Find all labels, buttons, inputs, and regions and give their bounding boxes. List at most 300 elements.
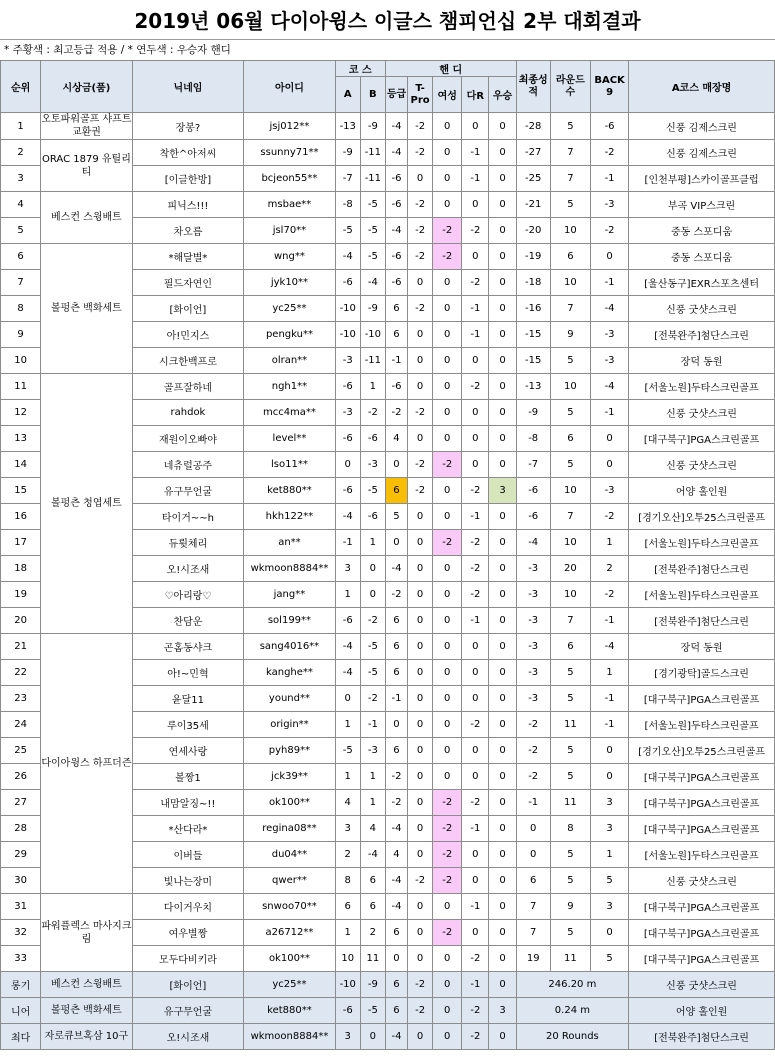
rank-cell: 10 [1,348,41,374]
dar-cell: 0 [462,634,489,660]
dar-cell: -2 [462,478,489,504]
final-cell: -3 [516,660,550,686]
final-cell: -16 [516,296,550,322]
win-cell: 0 [489,842,516,868]
tpro-cell: 0 [408,738,433,764]
course-b-cell: -6 [360,504,385,530]
female-cell: -2 [433,816,462,842]
nickname-cell: 차오름 [132,218,244,244]
dar-cell: -2 [462,582,489,608]
win-cell: 0 [489,400,516,426]
back9-cell: -2 [590,218,628,244]
rank-cell: 22 [1,660,41,686]
store-cell: 장덕 동원 [629,348,775,374]
tpro-cell: -2 [408,296,433,322]
dar-cell: 0 [462,452,489,478]
course-a-cell: -5 [335,738,360,764]
id-cell: lso11** [244,452,335,478]
grade-cell: 0 [385,452,407,478]
course-a-cell: -7 [335,166,360,192]
course-b-cell: 4 [360,816,385,842]
female-cell: -2 [433,920,462,946]
header-back9: BACK 9 [590,61,628,113]
female-cell: -2 [433,452,462,478]
store-cell: [서울노원]두타스크린골프 [629,530,775,556]
id-cell: an** [244,530,335,556]
tpro-cell: 0 [408,712,433,738]
header-nickname: 닉네임 [132,61,244,113]
female-cell: 0 [433,894,462,920]
course-b-cell: -2 [360,400,385,426]
header-dar: 다R [462,77,489,113]
win-cell: 0 [489,244,516,270]
rounds-cell: 5 [550,842,590,868]
grade-cell: -4 [385,868,407,894]
dar-cell: 0 [462,348,489,374]
header-final: 최종성적 [516,61,550,113]
id-cell: mcc4ma** [244,400,335,426]
back9-cell: -3 [590,478,628,504]
rounds-cell: 10 [550,478,590,504]
id-cell: bcjeon55** [244,166,335,192]
nickname-cell: 시크한백프로 [132,348,244,374]
female-cell: -2 [433,868,462,894]
female-cell: 0 [433,478,462,504]
header-course-b: B [360,77,385,113]
course-b-cell: -1 [360,712,385,738]
course-a-cell: -8 [335,192,360,218]
store-cell: [경기광탁]골드스크린 [629,660,775,686]
tpro-cell: 0 [408,790,433,816]
grade-cell: 0 [385,712,407,738]
tpro-cell: 0 [408,894,433,920]
id-cell: qwer** [244,868,335,894]
final-cell: -15 [516,322,550,348]
course-b-cell: -9 [360,972,385,998]
id-cell: origin** [244,712,335,738]
course-b-cell: -2 [360,608,385,634]
win-cell: 0 [489,530,516,556]
award-prize-cell: 볼펑츤 백화세트 [41,998,132,1024]
course-a-cell: -6 [335,478,360,504]
id-cell: ok100** [244,946,335,972]
header-id: 아이디 [244,61,335,113]
win-cell: 3 [489,998,516,1024]
id-cell: yc25** [244,972,335,998]
tpro-cell: 0 [408,660,433,686]
rank-cell: 20 [1,608,41,634]
final-cell: 7 [516,894,550,920]
back9-cell: -4 [590,634,628,660]
female-cell: 0 [433,322,462,348]
win-cell: 0 [489,296,516,322]
rank-cell: 24 [1,712,41,738]
nickname-cell: 듀륏체리 [132,530,244,556]
back9-cell: 2 [590,556,628,582]
rank-cell: 13 [1,426,41,452]
tpro-cell: -2 [408,192,433,218]
rounds-cell: 6 [550,634,590,660]
female-cell: 0 [433,764,462,790]
final-cell: 0 [516,842,550,868]
course-b-cell: -4 [360,270,385,296]
back9-cell: -4 [590,296,628,322]
store-cell: [대구북구]PGA스크린골프 [629,790,775,816]
tpro-cell: 0 [408,816,433,842]
tpro-cell: 0 [408,764,433,790]
back9-cell: -1 [590,686,628,712]
back9-cell: -3 [590,348,628,374]
grade-cell: -4 [385,816,407,842]
tpro-cell: -2 [408,998,433,1024]
rounds-cell: 6 [550,244,590,270]
tpro-cell: 0 [408,842,433,868]
nickname-cell: *해달별* [132,244,244,270]
course-a-cell: -3 [335,400,360,426]
course-a-cell: -13 [335,113,360,140]
rank-cell: 7 [1,270,41,296]
results-table [0,60,775,1050]
prize-cell: 파워플렉스 마사지크림 [41,894,132,972]
win-cell: 0 [489,374,516,400]
final-cell: -4 [516,530,550,556]
dar-cell: 0 [462,400,489,426]
dar-cell: 0 [462,764,489,790]
nickname-cell: 곤홈동샤크 [132,634,244,660]
rounds-cell: 7 [550,504,590,530]
dar-cell: -1 [462,322,489,348]
tpro-cell: 0 [408,166,433,192]
store-cell: 어양 홀인원 [629,998,775,1024]
rank-cell: 1 [1,113,41,140]
id-cell: olran** [244,348,335,374]
store-cell: [대구북구]PGA스크린골프 [629,426,775,452]
store-cell: [대구북구]PGA스크린골프 [629,686,775,712]
back9-cell: -3 [590,192,628,218]
nickname-cell: [화이언] [132,296,244,322]
course-a-cell: -6 [335,998,360,1024]
rank-cell: 23 [1,686,41,712]
course-b-cell: -11 [360,140,385,166]
grade-cell: -2 [385,400,407,426]
course-a-cell: -6 [335,270,360,296]
grade-cell: -6 [385,244,407,270]
course-b-cell: -6 [360,426,385,452]
id-cell: sang4016** [244,634,335,660]
back9-cell: -2 [590,582,628,608]
id-cell: sol199** [244,608,335,634]
final-cell: 0 [516,816,550,842]
rounds-cell: 7 [550,296,590,322]
tpro-cell: 0 [408,504,433,530]
course-b-cell: -5 [360,660,385,686]
final-cell: -28 [516,113,550,140]
store-cell: [대구북구]PGA스크린골프 [629,920,775,946]
course-b-cell: 1 [360,530,385,556]
win-cell: 0 [489,738,516,764]
nickname-cell: 루이35세 [132,712,244,738]
id-cell: ok100** [244,790,335,816]
prize-cell: 다이아윙스 하프더즌 [41,634,132,894]
win-cell: 3 [489,478,516,504]
course-b-cell: -11 [360,348,385,374]
win-cell: 0 [489,504,516,530]
course-a-cell: -4 [335,244,360,270]
final-cell: -2 [516,764,550,790]
grade-cell: -6 [385,166,407,192]
win-cell: 0 [489,790,516,816]
final-cell: -27 [516,140,550,166]
header-course-a: A [335,77,360,113]
tpro-cell: 0 [408,920,433,946]
back9-cell: 0 [590,426,628,452]
final-cell: -3 [516,634,550,660]
table-row [1,113,775,140]
store-cell: [서울노원]두타스크린골프 [629,842,775,868]
course-b-cell: 11 [360,946,385,972]
id-cell: snwoo70** [244,894,335,920]
win-cell: 0 [489,608,516,634]
win-cell: 0 [489,582,516,608]
female-cell: 0 [433,348,462,374]
course-b-cell: -5 [360,478,385,504]
grade-cell: 5 [385,504,407,530]
win-cell: 0 [489,166,516,192]
win-cell: 0 [489,426,516,452]
win-cell: 0 [489,634,516,660]
nickname-cell: rahdok [132,400,244,426]
rank-cell: 26 [1,764,41,790]
course-a-cell: 3 [335,1024,360,1050]
female-cell: 0 [433,296,462,322]
store-cell: [서울노원]두타스크린골프 [629,374,775,400]
course-a-cell: -3 [335,348,360,374]
legend-note: * 주황색 : 최고등급 적용 / * 연두색 : 우승자 핸디 [4,44,231,56]
course-b-cell: -2 [360,686,385,712]
win-cell: 0 [489,686,516,712]
id-cell: hkh122** [244,504,335,530]
course-a-cell: 0 [335,452,360,478]
final-cell: -7 [516,452,550,478]
back9-cell: 0 [590,452,628,478]
store-cell: [경기오산]오투25스크린골프 [629,738,775,764]
store-cell: 신풍 김제스크린 [629,113,775,140]
nickname-cell: 이버들 [132,842,244,868]
win-cell: 0 [489,972,516,998]
final-cell: -2 [516,738,550,764]
course-a-cell: -6 [335,426,360,452]
female-cell: 0 [433,712,462,738]
win-cell: 0 [489,1024,516,1050]
nickname-cell: 필드자연인 [132,270,244,296]
course-a-cell: -10 [335,322,360,348]
back9-cell: 1 [590,842,628,868]
grade-cell: 6 [385,608,407,634]
rounds-cell: 9 [550,322,590,348]
rank-cell: 14 [1,452,41,478]
course-a-cell: 2 [335,842,360,868]
dar-cell: 0 [462,868,489,894]
dar-cell: -1 [462,972,489,998]
course-a-cell: -4 [335,634,360,660]
rank-cell: 12 [1,400,41,426]
header-course: 코 스 [335,61,385,77]
grade-cell: 6 [385,296,407,322]
dar-cell: -2 [462,946,489,972]
win-cell: 0 [489,348,516,374]
dar-cell: -2 [462,1024,489,1050]
course-a-cell: -6 [335,608,360,634]
female-cell: 0 [433,998,462,1024]
table-row [1,244,775,270]
tpro-cell: -2 [408,113,433,140]
id-cell: wkmoon8884** [244,1024,335,1050]
course-a-cell: 4 [335,790,360,816]
dar-cell: 0 [462,192,489,218]
rounds-cell: 5 [550,113,590,140]
final-cell: -9 [516,400,550,426]
table-row [1,374,775,400]
dar-cell: -1 [462,140,489,166]
course-b-cell: -3 [360,452,385,478]
female-cell: 0 [433,608,462,634]
female-cell: -2 [433,842,462,868]
final-cell: -6 [516,478,550,504]
rounds-cell: 10 [550,218,590,244]
win-cell: 0 [489,868,516,894]
grade-cell: 6 [385,478,407,504]
id-cell: a26712** [244,920,335,946]
store-cell: [경기오산]오투25스크린골프 [629,504,775,530]
female-cell: 0 [433,140,462,166]
id-cell: pengku** [244,322,335,348]
female-cell: 0 [433,504,462,530]
grade-cell: 6 [385,660,407,686]
nickname-cell: *산다라* [132,816,244,842]
back9-cell: 1 [590,530,628,556]
rounds-cell: 8 [550,816,590,842]
dar-cell: -2 [462,790,489,816]
final-cell: -2 [516,712,550,738]
store-cell: 신풍 굿샷스크린 [629,296,775,322]
id-cell: yc25** [244,296,335,322]
course-b-cell: -9 [360,113,385,140]
rank-cell: 9 [1,322,41,348]
store-cell: 신풍 굿샷스크린 [629,400,775,426]
prize-cell: 볼펑츤 백화세트 [41,244,132,374]
female-cell: 0 [433,660,462,686]
award-label-cell: 최다 [1,1024,41,1050]
tpro-cell: 0 [408,582,433,608]
rounds-cell: 5 [550,764,590,790]
win-cell: 0 [489,218,516,244]
grade-cell: -4 [385,113,407,140]
female-cell: -2 [433,244,462,270]
win-cell: 0 [489,452,516,478]
course-a-cell: 1 [335,764,360,790]
back9-cell: 5 [590,868,628,894]
back9-cell: 0 [590,244,628,270]
course-a-cell: 3 [335,556,360,582]
special-award-row [1,972,775,998]
back9-cell: -1 [590,608,628,634]
rounds-cell: 6 [550,426,590,452]
dar-cell: -1 [462,296,489,322]
tpro-cell: -2 [408,244,433,270]
nickname-cell: 윤달11 [132,686,244,712]
female-cell: 0 [433,192,462,218]
rounds-cell: 7 [550,140,590,166]
id-cell: ngh1** [244,374,335,400]
prize-cell: ORAC 1879 유틸리티 [41,140,132,192]
store-cell: [인천부평]스카이골프클럽 [629,166,775,192]
female-cell: 0 [433,738,462,764]
rank-cell: 15 [1,478,41,504]
course-b-cell: -11 [360,166,385,192]
course-b-cell: 6 [360,868,385,894]
tpro-cell: 0 [408,426,433,452]
rounds-cell: 5 [550,192,590,218]
course-b-cell: -5 [360,634,385,660]
rounds-cell: 10 [550,374,590,400]
tpro-cell: -2 [408,452,433,478]
grade-cell: -6 [385,192,407,218]
back9-cell: -4 [590,374,628,400]
win-cell: 0 [489,920,516,946]
tpro-cell: 0 [408,530,433,556]
win-cell: 0 [489,946,516,972]
nickname-cell: 볼짱1 [132,764,244,790]
final-cell: -6 [516,504,550,530]
grade-cell: 6 [385,322,407,348]
id-cell: pyh89** [244,738,335,764]
id-cell: ket880** [244,478,335,504]
tpro-cell: 0 [408,634,433,660]
nickname-cell: 찬담운 [132,608,244,634]
course-a-cell: 10 [335,946,360,972]
grade-cell: 4 [385,842,407,868]
course-b-cell: -5 [360,192,385,218]
id-cell: jck39** [244,764,335,790]
grade-cell: 4 [385,426,407,452]
back9-cell: 0 [590,738,628,764]
store-cell: 신풍 굿샷스크린 [629,972,775,998]
dar-cell: -2 [462,218,489,244]
prize-cell: 볼펑츤 청엽세트 [41,374,132,634]
final-cell: -8 [516,426,550,452]
tpro-cell: 0 [408,608,433,634]
tpro-cell: 0 [408,686,433,712]
back9-cell: 3 [590,816,628,842]
rounds-cell: 11 [550,790,590,816]
award-result-cell: 246.20 m [516,972,629,998]
nickname-cell: 타이거~~h [132,504,244,530]
header-tpro: T-Pro [408,77,433,113]
course-b-cell: 1 [360,374,385,400]
course-a-cell: -5 [335,218,360,244]
rank-cell: 4 [1,192,41,218]
female-cell: 0 [433,556,462,582]
female-cell: 0 [433,374,462,400]
header-grade: 등급 [385,77,407,113]
dar-cell: -2 [462,530,489,556]
page-title: 2019년 06월 다이아윙스 이글스 챔피언십 2부 대회결과 [0,0,775,40]
id-cell: wng** [244,244,335,270]
win-cell: 0 [489,556,516,582]
rank-cell: 28 [1,816,41,842]
dar-cell: 0 [462,920,489,946]
course-a-cell: -4 [335,504,360,530]
